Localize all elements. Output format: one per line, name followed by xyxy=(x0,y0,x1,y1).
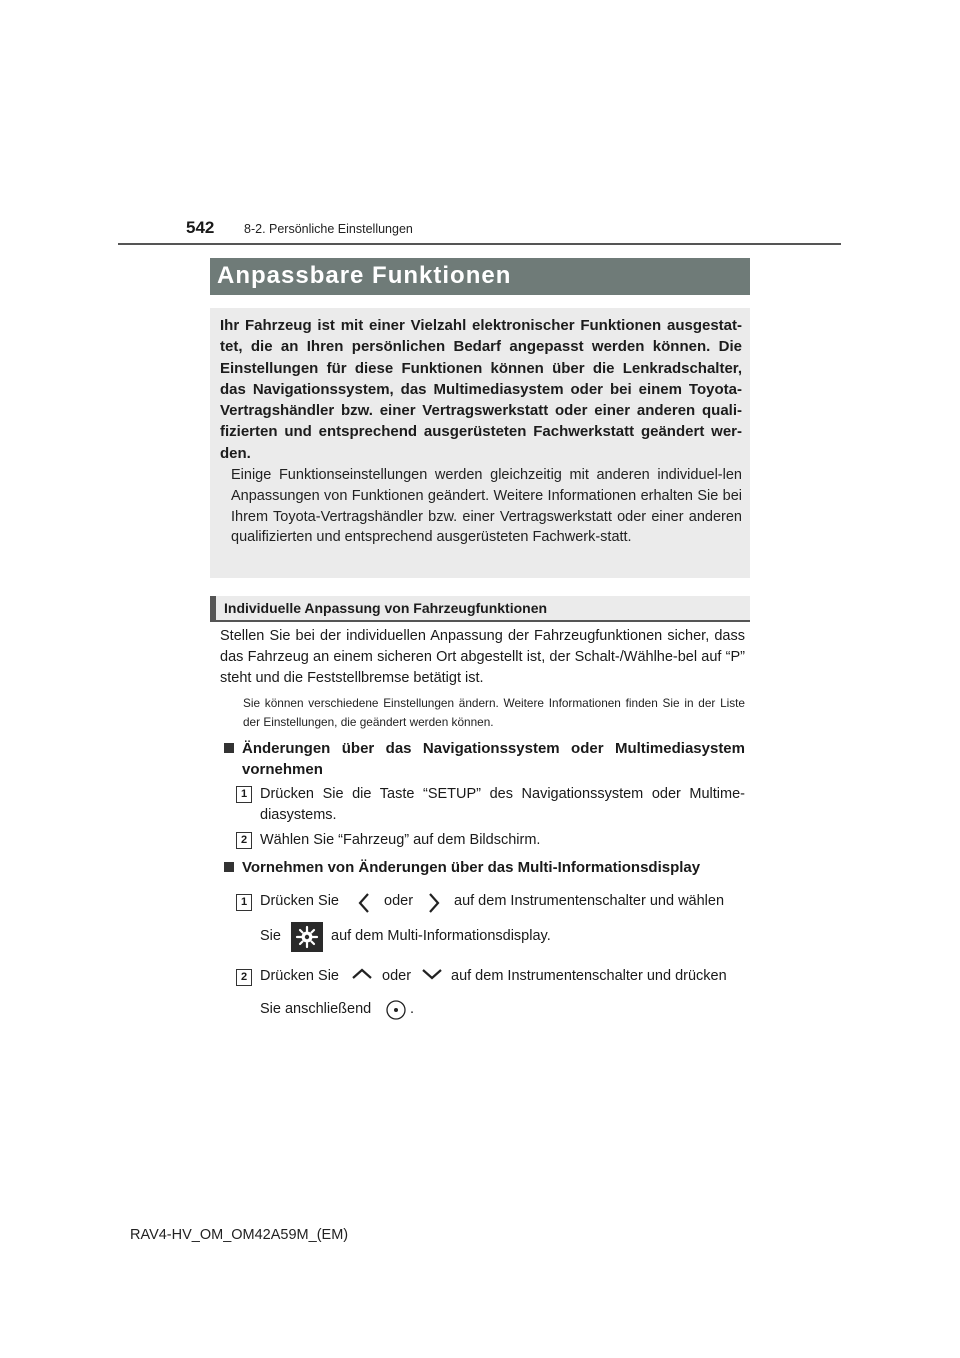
chevron-right-icon xyxy=(427,892,441,914)
step-text-part: Drücken Sie xyxy=(260,893,339,909)
mid-heading: Vornehmen von Änderungen über das Multi-Informationsdisplay xyxy=(224,857,745,878)
subsection-rule xyxy=(210,620,750,622)
nav-heading: Änderungen über das Navigationssystem oder Multimediasystem vornehmen xyxy=(224,738,745,780)
step-number: 1 xyxy=(236,786,252,803)
step-number: 2 xyxy=(236,969,252,986)
intro-note: Einige Funktionseinstellungen werden gleichzeitig mit anderen individuel-len Anpassungen von Funktionen geändert. Weitere Informationen erhalten Sie bei Ihrem Toyota-Vertragshändler bzw. einer Vertragswerkstatt oder einer anderen qualifizierten und entsprechend ausgerüsteten Fachwerk-statt. xyxy=(231,467,742,546)
page-number: 542 xyxy=(186,218,215,237)
step-text-part: oder xyxy=(382,968,412,984)
step-text-part: oder xyxy=(384,893,414,909)
step-text: Wählen Sie “Fahrzeug” auf dem Bildschirm. xyxy=(260,832,541,848)
page-title: Anpassbare Funktionen xyxy=(217,262,512,289)
step-number: 2 xyxy=(236,832,252,849)
bullet-square xyxy=(224,743,234,753)
chevron-left-icon xyxy=(357,892,371,914)
step-text: Drücken Sie die Taste “SETUP” des Navigationssystem oder Multime-diasystems. xyxy=(260,786,745,823)
footer-code: RAV4-HV_OM_OM42A59M_(EM) xyxy=(130,1227,349,1243)
step-text-part: . xyxy=(410,1001,415,1017)
step-text-part: Sie xyxy=(260,928,281,944)
step-text-part: Sie anschließend xyxy=(260,1001,372,1017)
chevron-up-icon xyxy=(351,967,373,981)
chevron-down-icon xyxy=(421,967,443,981)
settings-gear-icon xyxy=(291,922,323,952)
ok-button-icon xyxy=(385,999,407,1021)
step-text-part: Drücken Sie xyxy=(260,968,339,984)
step-text-part: auf dem Instrumentenschalter und wählen xyxy=(454,893,725,909)
subsection-title: Individuelle Anpassung von Fahrzeugfunktionen xyxy=(224,600,548,616)
bullet-square xyxy=(224,862,234,872)
step-text-part: auf dem Multi-Informationsdisplay. xyxy=(331,928,551,944)
section-title: 8-2. Persönliche Einstellungen xyxy=(244,222,413,236)
intro-text: Ihr Fahrzeug ist mit einer Vielzahl elektronischer Funktionen ausgestat-tet, die an Ihren persönlichen Bedarf angepasst werden können. Die Einstellungen für diese Funktionen können über die Lenkradschalter, das Navigationssystem, das Multimediasystem oder bei einem Toyota-Vertragshändler bzw. einer Vertragswerkstatt oder einer anderen quali-fizierten und entsprechend ausgerüsteten Fachwerkstatt geändert wer-den. xyxy=(220,317,742,462)
subsection-paragraph: Stellen Sie bei der individuellen Anpassung der Fahrzeugfunktionen sicher, dass das Fahrzeug an einem sicheren Ort abgestellt ist, der Schalt-/Wählhe-bel auf “P” steht und die Feststellbremse betätigt ist. xyxy=(220,628,745,686)
step-text-part: auf dem Instrumentenschalter und drücken xyxy=(451,968,727,984)
subsection-note: Sie können verschiedene Einstellungen ändern. Weitere Informationen finden Sie in der Liste der Einstellungen, die geändert werden können. xyxy=(243,696,745,729)
step-number: 1 xyxy=(236,894,252,911)
subsection-accent xyxy=(210,596,216,621)
header-rule xyxy=(118,243,841,245)
